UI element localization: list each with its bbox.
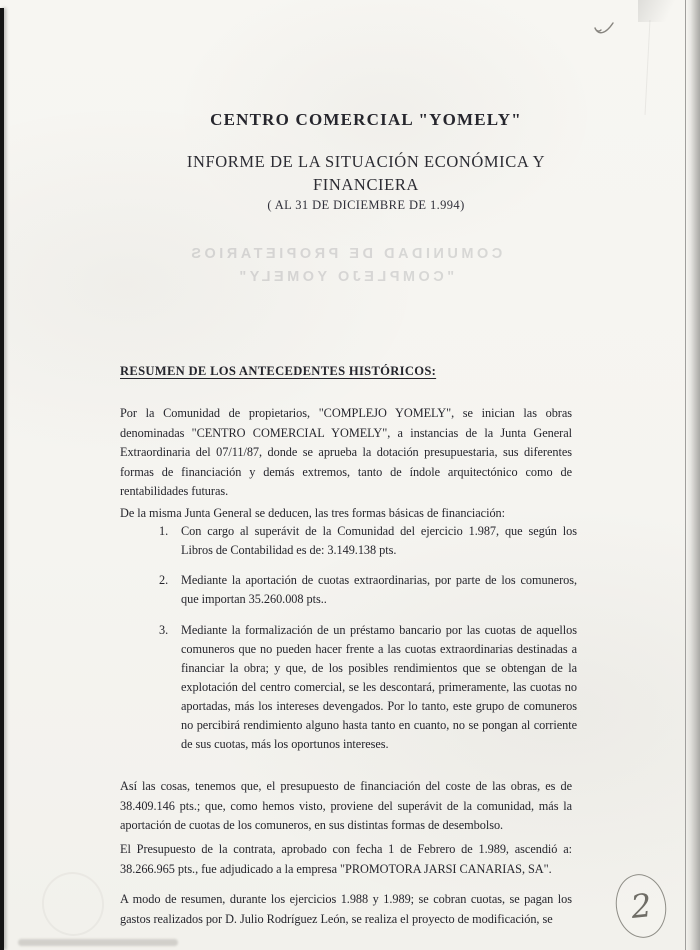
list-item-text: Mediante la aportación de cuotas extraordinarias, por parte de los comuneros, que importan 35.260.008 pts.. bbox=[181, 573, 577, 606]
scan-smear bbox=[18, 939, 178, 946]
list-item-text: Mediante la formalización de un préstamo bancario por las cuotas de aquellos comuneros que no pueden hacer frente a las cuotas extraordinarias destinadas a financiar la obra; y que, de los posibles rendimientos que se obtengan de la explotación del centro comercial, se les descontará, primeramente, las cuotas no aportadas, más los intereses devengados. Por lo tanto, este grupo de comuneros no percibirá rendimiento alguno hasta tanto en cuanto, no se pongan al corriente de sus cuotas, más los oportunos intereses. bbox=[181, 623, 577, 751]
pen-mark-icon bbox=[592, 16, 618, 38]
page-number: 2 bbox=[628, 886, 654, 926]
paragraph-budget-summary: Así las cosas, tenemos que, el presupuesto de financiación del coste de las obras, es de 38.409.146 pts.; que, como hemos visto, proviene del superávit de la comunidad, más la aportación de cuotas de los comuneros, en sus distintas formas de desembolso. bbox=[120, 779, 572, 833]
list-item bbox=[159, 571, 577, 609]
report-date: ( AL 31 DE DICIEMBRE DE 1.994) bbox=[267, 198, 465, 212]
stamp-line-2: "COMPLEJO YOMELY" bbox=[235, 269, 455, 285]
list-item bbox=[159, 621, 577, 754]
document-title: CENTRO COMERCIAL "YOMELY" bbox=[210, 110, 522, 129]
list-item-number: 2. bbox=[159, 573, 169, 587]
stamp-line-1: COMUNIDAD DE PROPIETARIOS bbox=[187, 246, 503, 262]
list-item-number: 3. bbox=[159, 623, 169, 637]
section-heading: RESUMEN DE LOS ANTECEDENTES HISTÓRICOS: bbox=[120, 364, 437, 378]
paragraph-intro: Por la Comunidad de propietarios, "COMPLEJO YOMELY", se inician las obras denominadas "CENTRO COMERCIAL YOMELY", a instancias de la Junta General Extraordinaria del 07/11/87, donde se aprueba la dotación presupuestaria, sus diferentes formas de financiación y demás extremos, tanto de índole arquitectónico como de rentabilidades futuras. bbox=[120, 406, 572, 499]
paragraph-contract: El Presupuesto de la contrata, aprobado con fecha 1 de Febrero de 1.989, ascendió a: 38.266.965 pts., fue adjudicado a la empresa "PROMOTORA JARSI CANARIAS, SA". bbox=[120, 842, 572, 876]
paragraph-lead-in: De la misma Junta General se deducen, las tres formas básicas de financiación: bbox=[120, 506, 506, 521]
list-item-text: Con cargo al superávit de la Comunidad del ejercicio 1.987, que según los Libros de Contabilidad es de: 3.149.138 pts. bbox=[181, 524, 577, 557]
scan-edge-right bbox=[685, 0, 700, 950]
page-corner-shadow bbox=[638, 0, 686, 22]
ink-bleed-stamp bbox=[120, 243, 570, 289]
list-item-number: 1. bbox=[159, 524, 169, 538]
subtitle-line-2: FINANCIERA bbox=[313, 175, 419, 194]
subtitle-line-1: INFORME DE LA SITUACIÓN ECONÓMICA Y bbox=[186, 152, 546, 171]
scan-edge-left bbox=[0, 8, 4, 950]
document-subtitle bbox=[70, 150, 662, 196]
page-number-circle bbox=[611, 870, 671, 942]
paper-smudge bbox=[35, 865, 111, 943]
paper-crease bbox=[645, 20, 651, 115]
list-item bbox=[159, 522, 577, 560]
paragraph-resume: A modo de resumen, durante los ejercicios 1.988 y 1.989; se cobran cuotas, se pagan los gastos realizados por D. Julio Rodríguez León, se realiza el proyecto de modificación, se bbox=[120, 892, 572, 926]
